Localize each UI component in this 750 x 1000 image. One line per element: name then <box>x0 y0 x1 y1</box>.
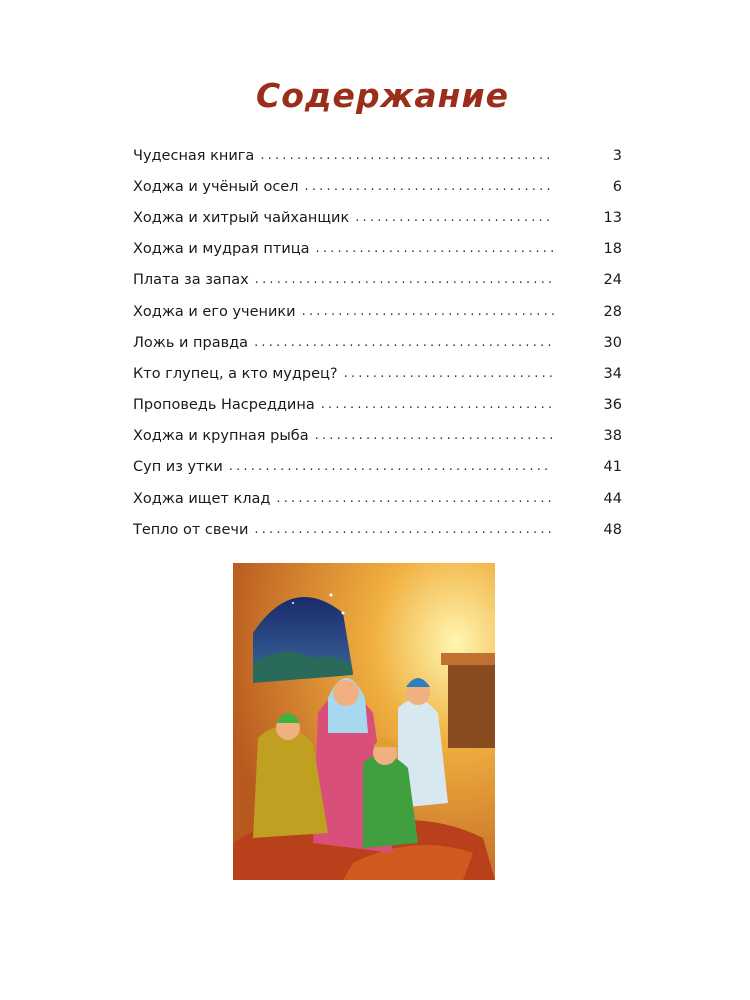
toc-entry-page: 38 <box>603 428 622 445</box>
toc-entry[interactable] <box>133 171 622 202</box>
toc-entry-page: 30 <box>603 334 622 351</box>
dot-leader: ................................. <box>314 428 557 444</box>
story-illustration <box>233 563 495 880</box>
dot-leader: ................................. <box>315 241 558 257</box>
toc-entry[interactable] <box>133 234 622 265</box>
toc-entry-page: 28 <box>603 303 622 320</box>
dot-leader: ............................................ <box>228 459 552 475</box>
toc-entry-title: Плата за запах <box>133 272 249 289</box>
toc-entry[interactable] <box>133 514 622 545</box>
dot-leader: .................................. <box>304 178 554 194</box>
toc-entry-title: Проповедь Насреддина <box>133 397 315 414</box>
toc-entry-title: Кто глупец, а кто мудрец? <box>133 365 338 382</box>
dot-leader: ................................ <box>320 397 556 413</box>
toc-entry-page: 36 <box>603 397 622 414</box>
toc-entry-page: 18 <box>603 241 622 258</box>
dot-leader: ........................... <box>355 209 554 225</box>
dot-leader: ......................................... <box>254 334 555 350</box>
toc-entry-page: 44 <box>603 490 622 507</box>
toc-entry-page: 24 <box>603 272 622 289</box>
toc-entry-title: Ходжа и мудрая птица <box>133 241 310 258</box>
table-of-contents <box>133 140 622 545</box>
toc-entry-title: Ходжа и его ученики <box>133 303 296 320</box>
dot-leader: ......................................... <box>254 521 556 537</box>
toc-entry-title: Чудесная книга <box>133 147 255 164</box>
toc-entry-title: Ходжа ищет клад <box>133 490 271 507</box>
toc-entry-title: Ходжа и хитрый чайханщик <box>133 209 350 226</box>
toc-entry[interactable] <box>133 452 622 483</box>
toc-entry[interactable] <box>133 265 622 296</box>
toc-entry-title: Ходжа и учёный осел <box>133 178 299 195</box>
toc-entry[interactable] <box>133 390 622 421</box>
dot-leader: ............................. <box>343 365 557 381</box>
page-title: Содержание <box>256 76 509 115</box>
toc-entry[interactable] <box>133 296 622 327</box>
dot-leader: ........................................ <box>260 147 554 163</box>
toc-entry-page: 34 <box>603 365 622 382</box>
toc-entry[interactable] <box>133 140 622 171</box>
toc-entry[interactable] <box>133 327 622 358</box>
toc-entry-page: 41 <box>603 459 622 476</box>
toc-entry[interactable] <box>133 421 622 452</box>
toc-entry[interactable] <box>133 202 622 233</box>
toc-entry[interactable] <box>133 358 622 389</box>
toc-entry-title: Ходжа и крупная рыба <box>133 428 309 445</box>
dot-leader: ...................................... <box>276 490 556 506</box>
toc-entry-title: Суп из утки <box>133 459 223 476</box>
toc-entry-page: 6 <box>612 178 622 195</box>
dot-leader: ................................... <box>301 303 559 319</box>
toc-entry-page: 13 <box>603 209 622 226</box>
toc-entry-title: Тепло от свечи <box>133 521 249 538</box>
toc-entry-page: 3 <box>612 147 622 164</box>
toc-entry[interactable] <box>133 483 622 514</box>
dot-leader: ......................................... <box>254 272 556 288</box>
toc-entry-title: Ложь и правда <box>133 334 249 351</box>
toc-entry-page: 48 <box>603 521 622 538</box>
